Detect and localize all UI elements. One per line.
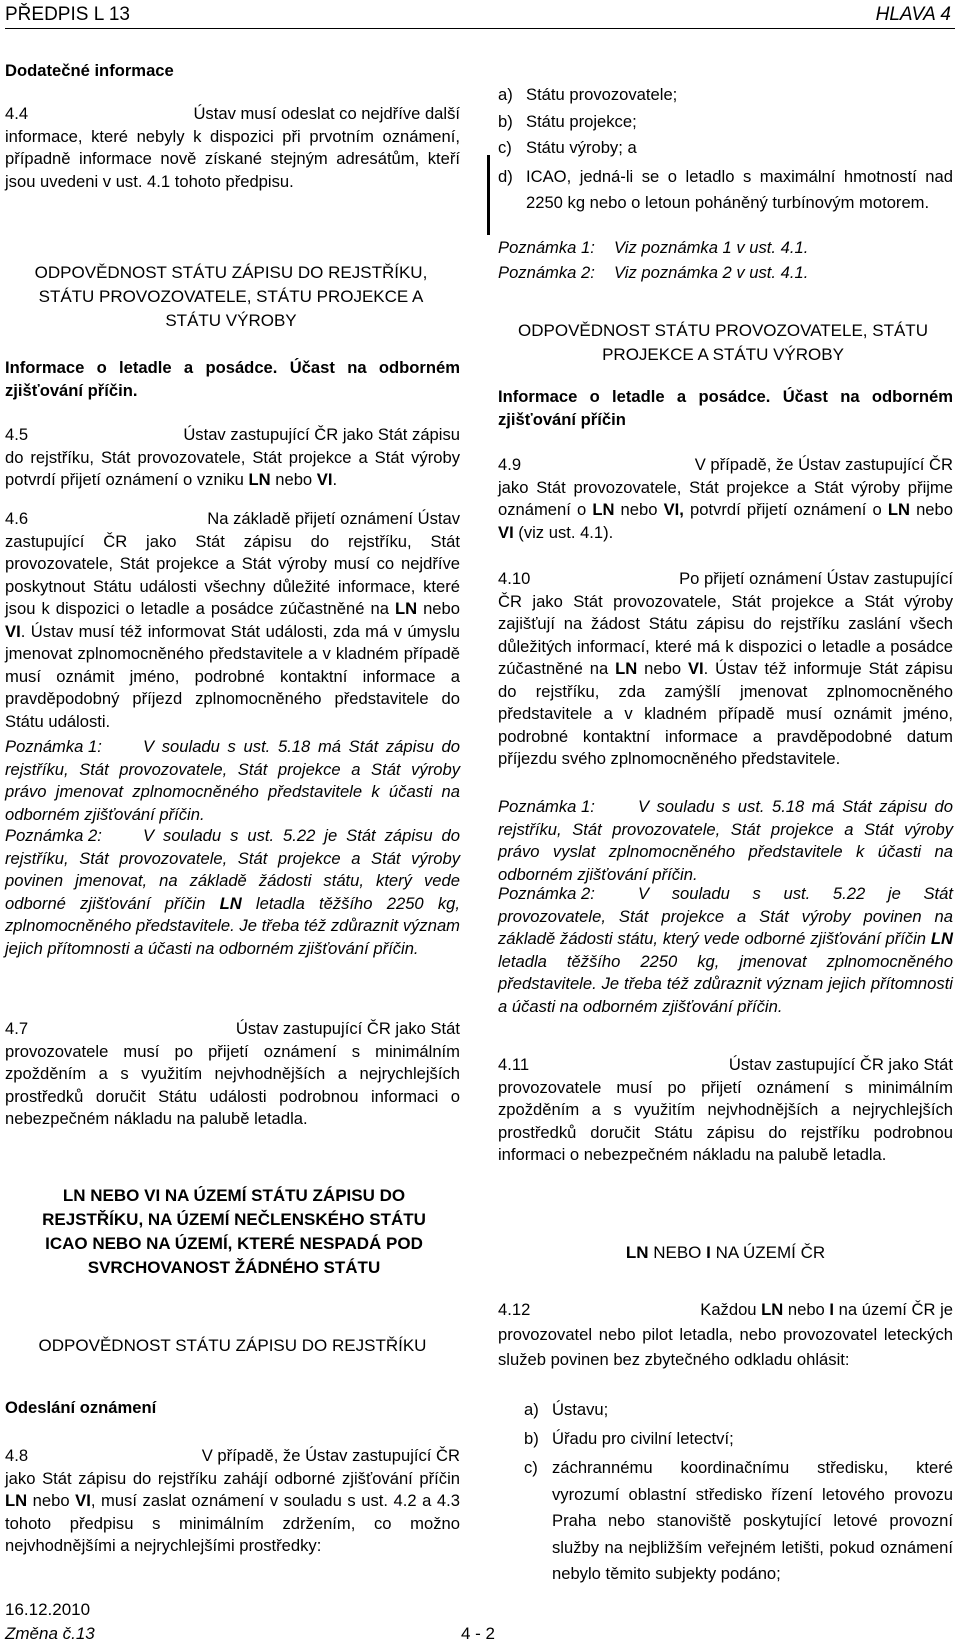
- heading-text: NEBO: [648, 1243, 707, 1262]
- i-abbr: I: [706, 1243, 711, 1262]
- list-item: [498, 137, 953, 160]
- note-1: [498, 237, 953, 260]
- paragraph-text: na území ČR je: [834, 1300, 953, 1319]
- heading-text: NA ÚZEMÍ ČR: [710, 1243, 826, 1262]
- footer-page-number: 4 - 2: [461, 1624, 496, 1643]
- change-bar: [487, 155, 490, 235]
- list-item: [524, 1397, 953, 1423]
- list-marker: b): [498, 111, 513, 131]
- paragraph-text: potvrdí přijetí oznámení o: [683, 500, 888, 519]
- note-4-6-1: [5, 736, 460, 826]
- paragraph-text: nebo: [909, 500, 953, 519]
- paragraph-text: .: [332, 470, 338, 489]
- vi-abbr: VI: [75, 1491, 91, 1510]
- paragraph-text: nebo: [614, 500, 664, 519]
- paragraph-number: 4.4: [5, 104, 29, 123]
- heading-responsibility-registry: ODPOVĚDNOST STÁTU ZÁPISU DO REJSTŘÍKU, STÁTU PROVOZOVATELE, STÁTU PROJEKCE A STÁTU VÝROBY: [34, 263, 428, 330]
- paragraph-number: 4.12: [498, 1300, 531, 1319]
- list-item: [524, 1426, 953, 1452]
- list-item: [498, 164, 953, 216]
- ln-abbr: LN: [761, 1300, 784, 1319]
- paragraph-text: ČR jako Stát provozovatele, Stát projekce a Stát výroby zajišťují na žádost Státu zápisu do rejstříku zaslání všech důležitých informací, které má k dispozici o letadle a posádce zúčastněné na: [498, 591, 953, 678]
- paragraph-text: informace, které nebyly k dispozici při prvotním oznámení, případně informace nově získané stejným adresátům, kteří jsou uvedeni v ust. 4.1 tohoto předpisu.: [5, 126, 460, 191]
- note-text: Viz poznámka 1 v ust. 4.1.: [614, 238, 809, 257]
- note-text: V souladu s ust. 5.18 má Stát zápisu do rejstříku, Stát provozovatele, Stát projekce a Stát výroby právo vyslat zplnomocněného představitele k účasti na odborném zjišťování příčin.: [498, 797, 953, 884]
- paragraph-4-9: [498, 454, 953, 544]
- note-4-6-2: [5, 825, 460, 960]
- paragraph-text: . Ústav též informuje Stát zápisu do rejstříku, zda zamýšlí jmenovat zplnomocněného představitele a v kladném případě musí oznámit jméno, podrobné kontaktní informace a pravděpodobné datum příjezdu svého zplnomocněného představitele.: [498, 659, 953, 768]
- heading-responsibility-registry-state: ODPOVĚDNOST STÁTU ZÁPISU DO REJSTŘÍKU: [38, 1336, 427, 1355]
- ln-abbr: LN: [625, 1243, 649, 1262]
- list-marker: d): [498, 166, 513, 186]
- paragraph-text: Každou: [700, 1300, 762, 1319]
- recipient-list: [498, 84, 953, 216]
- paragraph-first-line: [700, 1297, 953, 1322]
- heading-responsibility-operator: ODPOVĚDNOST STÁTU PROVOZOVATELE, STÁTU PROJEKCE A STÁTU VÝROBY: [518, 321, 928, 364]
- paragraph-first-line: V případě, že Ústav zastupující ČR: [201, 1446, 460, 1465]
- list-marker: c): [498, 138, 512, 157]
- ln-abbr: LN: [5, 1491, 28, 1510]
- note-label: Poznámka 1:: [498, 238, 595, 257]
- heading-additional-info: Dodatečné informace: [5, 61, 174, 80]
- paragraph-text: provozovatel nebo pilot letadla, nebo provozovatel leteckých služeb povinen bez zbytečného odkladu ohlásit:: [498, 1325, 953, 1369]
- ln-abbr: LN: [394, 599, 418, 618]
- list-item: [498, 111, 953, 134]
- note-text: V souladu s ust. 5.22 je Stát zápisu do rejstříku, Stát provozovatele, Stát projekce a Stát výroby povinen jmenovat, na základě žádosti státu, který vede odborné zjišťování příčin: [5, 826, 460, 913]
- vi-abbr: VI: [687, 659, 704, 678]
- footer-date: 16.12.2010: [5, 1600, 91, 1619]
- heading-aircraft-crew-info: Informace o letadle a posádce. Účast na odborném zjišťování příčin.: [5, 358, 460, 400]
- list-marker: b): [524, 1429, 539, 1448]
- paragraph-first-line: Na základě přijetí oznámení Ústav: [207, 509, 460, 528]
- paragraph-text: provozovatele musí po přijetí oznámení s minimálním zpožděním a s využitím nejvhodnějších a nejrychlejších prostředků doručit Státu zápisu do rejstříku podrobnou informaci o nebezpečném nákladu na palubě letadla.: [498, 1077, 953, 1164]
- paragraph-number: 4.9: [498, 455, 522, 474]
- footer-change: Změna č.13: [5, 1624, 95, 1643]
- header-regulation: PŘEDPIS L 13: [5, 4, 130, 25]
- paragraph-number: 4.7: [5, 1019, 29, 1038]
- paragraph-number: 4.10: [498, 569, 531, 588]
- paragraph-4-11: [498, 1054, 953, 1167]
- ln-abbr: LN: [615, 659, 638, 678]
- paragraph-4-4: [5, 103, 460, 193]
- heading-ln-vi-territory: LN NEBO VI NA ÚZEMÍ STÁTU ZÁPISU DO REJSTŘÍKU, NA ÚZEMÍ NEČLENSKÉHO STÁTU ICAO NEBO NA ÚZEMÍ, KTERÉ NESPADÁ POD SVRCHOVANOST ŽÁDNÉHO STÁTU: [42, 1186, 426, 1277]
- paragraph-4-5: [5, 424, 460, 492]
- paragraph-first-line: V případě, že Ústav zastupující ČR: [694, 455, 953, 474]
- vi-abbr: VI: [498, 522, 514, 542]
- note-4-10-2: [498, 883, 953, 1018]
- vi-abbr: VI: [316, 470, 333, 489]
- paragraph-first-line: Ústav musí odeslat co nejdříve další: [193, 104, 460, 123]
- note-text: Viz poznámka 2 v ust. 4.1.: [614, 263, 809, 282]
- header-chapter: HLAVA 4: [875, 4, 951, 25]
- paragraph-text: nebo: [783, 1300, 830, 1319]
- list-item: [524, 1455, 953, 1588]
- note-4-10-1: [498, 796, 953, 886]
- paragraph-number: 4.8: [5, 1446, 29, 1465]
- paragraph-first-line: Po přijetí oznámení Ústav zastupující: [679, 569, 953, 588]
- note-text: letadla těžšího 2250 kg, jmenovat zplnomocněného představitele. Je třeba též zdůraznit význam jejich přítomnosti a účasti na odborném zjišťování příčin.: [498, 951, 953, 1016]
- paragraph-text: nebo: [27, 1491, 76, 1510]
- note-text: V souladu s ust. 5.18 má Stát zápisu do rejstříku, Stát provozovatele, Stát projekce a Stát výroby právo jmenovat zplnomocněného představitele k účasti na odborném zjišťování příčin.: [5, 737, 460, 824]
- list-marker: a): [498, 85, 513, 104]
- page-header: [5, 2, 955, 29]
- paragraph-4-8: [5, 1445, 460, 1558]
- list-text: Úřadu pro civilní letectví;: [552, 1429, 734, 1448]
- paragraph-first-line: Ústav zastupující ČR jako Stát: [728, 1055, 953, 1074]
- note-2: [498, 262, 953, 285]
- ln-abbr: LN: [887, 500, 910, 519]
- paragraph-4-10: [498, 568, 953, 771]
- heading-aircraft-crew-info-2: Informace o letadle a posádce. Účast na odborném zjišťování příčin: [498, 387, 953, 429]
- paragraph-text: zastupující ČR jako Stát zápisu do rejstříku, Stát provozovatele, Stát projekce a Stát výroby musí co nejdříve poskytnout Státu události všechny důležité informace, které jsou k dispozici o letadle a posádce zúčastněné na: [5, 531, 460, 618]
- heading-sending-notification: Odeslání oznámení: [5, 1398, 157, 1417]
- paragraph-text: do rejstříku, Stát provozovatele, Stát projekce a Stát výroby potvrdí přijetí oznámení o vzniku: [5, 447, 460, 489]
- note-label: Poznámka 1:: [498, 797, 595, 816]
- note-text: V souladu s ust. 5.22 je Stát provozovatele, Stát projekce a Stát výroby povinen na základě žádosti státu, který vede odborné zjišťování příčin: [498, 884, 953, 948]
- paragraph-number: 4.11: [498, 1055, 530, 1074]
- list-text: Státu projekce;: [526, 111, 637, 131]
- vi-abbr: VI: [5, 621, 21, 641]
- ln-abbr: LN: [930, 929, 953, 948]
- ln-abbr: LN: [219, 893, 242, 913]
- paragraph-4-6: [5, 508, 460, 733]
- paragraph-number: 4.5: [5, 425, 29, 444]
- paragraph-text: jako Stát provozovatele, Stát projekce a Stát výroby přijme oznámení o: [498, 477, 953, 519]
- paragraph-text: , musí zaslat oznámení v souladu s ust. 4.2 a 4.3 tohoto předpisu s minimálním zdržením, co možno nejvhodnějšími a nejrychlejšími prostředky:: [5, 1491, 460, 1555]
- page-footer: [5, 1598, 565, 1646]
- ln-abbr: LN: [592, 500, 615, 519]
- list-text: Ústavu;: [552, 1400, 609, 1419]
- list-marker: c): [524, 1458, 538, 1477]
- list-text: Státu provozovatele;: [526, 85, 678, 104]
- list-item: [498, 84, 953, 107]
- paragraph-text: provozovatele musí po přijetí oznámení s minimálním zpožděním a s využitím nejvhodnějších a nejrychlejších prostředků doručit Státu události podrobnou informaci o nebezpečném nákladu na palubě letadla.: [5, 1041, 460, 1128]
- paragraph-4-12: [498, 1297, 953, 1372]
- heading-ln-i-territory: [498, 1242, 953, 1265]
- notify-list: [524, 1397, 953, 1588]
- paragraph-text: jako Stát zápisu do rejstříku zahájí odborné zjišťování příčin: [5, 1468, 460, 1488]
- note-label: Poznámka 2:: [498, 263, 595, 282]
- paragraph-text: nebo: [637, 659, 688, 678]
- paragraph-text: nebo: [270, 470, 317, 489]
- note-text: letadla těžšího 2250 kg, zplnomocněného představitele. Je třeba též zdůraznit význam jejich přítomnosti a účasti na odborném zjišťování příčin.: [5, 893, 460, 958]
- paragraph-text: .: [20, 621, 26, 641]
- list-text: Státu výroby; a: [526, 138, 637, 157]
- paragraph-first-line: Ústav zastupující ČR jako Stát zápisu: [183, 425, 460, 444]
- paragraph-number: 4.6: [5, 509, 29, 528]
- vi-abbr: VI,: [663, 500, 684, 519]
- list-text: záchrannému koordinačnímu středisku, které vyrozumí oblastní středisko řízení letového provozu Praha nebo stanoviště poskytující letové provozní služby na nejbližším veřejném letišti, pokud oznámení nebylo těmito subjekty podáno;: [552, 1458, 953, 1583]
- paragraph-text: nebo: [417, 599, 460, 618]
- i-abbr: I: [829, 1300, 835, 1319]
- paragraph-text: Ústav musí též informovat Stát události, zda má v úmyslu jmenovat zplnomocněného představitele a v kladném případě musí oznámit jméno, podrobné kontaktní informace a pravděpodobný příjezd zplnomocněného představitele do Státu události.: [5, 621, 460, 731]
- paragraph-text: (viz ust. 4.1).: [513, 522, 614, 542]
- paragraph-first-line: Ústav zastupující ČR jako Stát: [235, 1019, 460, 1038]
- list-text: ICAO, jedná-li se o letadlo s maximální hmotností nad 2250 kg nebo o letoun poháněný turbínovým motorem.: [526, 166, 953, 212]
- list-marker: a): [524, 1400, 539, 1419]
- note-label: Poznámka 2:: [498, 884, 595, 903]
- ln-abbr: LN: [248, 470, 271, 489]
- note-label: Poznámka 2:: [5, 826, 102, 845]
- paragraph-4-7: [5, 1018, 460, 1131]
- note-label: Poznámka 1:: [5, 737, 102, 756]
